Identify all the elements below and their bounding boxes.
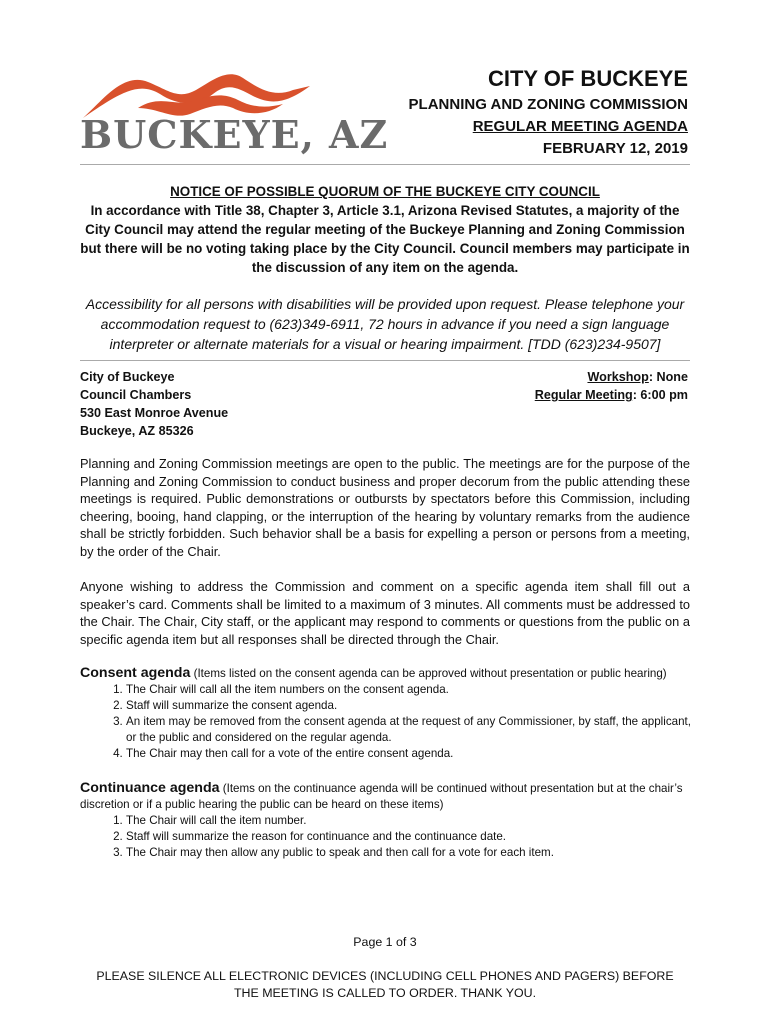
quorum-notice (80, 182, 690, 277)
list-item: 1. The Chair will call the item number. (126, 813, 695, 829)
address-line: 530 East Monroe Avenue (80, 406, 229, 420)
address-line: Buckeye, AZ 85326 (80, 424, 194, 438)
speaker-card-paragraph: Anyone wishing to address the Commission and comment on a specific agenda item shall fill out a speaker’s card. Comments shall be limited to a maximum of 3 minutes. All comments must be addressed to the Chair. The Chair, City staff, or the applicant may respond to comments or questions from the public on a specific agenda item but all responses shall be directed through the Chair. (80, 579, 690, 647)
public-decorum-paragraph: Planning and Zoning Commission meetings are open to the public. The meetings are for the purpose of the Planning and Zoning Commission to conduct business and proper decorum from the public attending these meetings is required. Public demonstrations or outbursts by spectators before this Commission, including cheering, booing, hand clapping, or the interruption of the hearing by voluntary remarks from the audience shall be strictly forbidden. Such behavior shall be a basis for expelling a person or persons from a meeting, by the order of the Chair. (80, 456, 690, 559)
continuance-agenda-section (80, 780, 695, 861)
accessibility-statement: Accessibility for all persons with disabilities will be provided upon request. Please telephone your accommodation request to (623)349-6911, 72 hours in advance if you need a sign language interpreter or alternate materials for a visual or hearing impairment. [TDD (623)234-9507] (85, 296, 685, 352)
notice-title: NOTICE OF POSSIBLE QUORUM OF THE BUCKEYE CITY COUNCIL (170, 184, 600, 199)
continuance-agenda-title: Continuance agenda (80, 780, 220, 796)
list-item: 2. Staff will summarize the consent agenda. (126, 698, 695, 714)
logo-text: BUCKEYE, AZ (80, 112, 389, 157)
workshop-label: Workshop (587, 370, 649, 384)
list-item: 3. An item may be removed from the consent agenda at the request of any Commissioner, by staff, the applicant, or the public and considered on the regular agenda. (126, 714, 695, 746)
city-title: CITY OF BUCKEYE (487, 66, 688, 91)
page-number: Page 1 of 3 (353, 935, 417, 949)
list-item: 2. Staff will summarize the reason for continuance and the continuance date. (126, 829, 695, 845)
consent-agenda-subtitle: (Items listed on the consent agenda can be approved without presentation or public hearing) (190, 667, 667, 680)
continuance-agenda-subtitle: (Items on the continuance agenda will be continued without presentation but at the chair’s discretion or if a public hearing the public can be heard on these items) (80, 782, 683, 811)
notice-body: In accordance with Title 38, Chapter 3, Article 3.1, Arizona Revised Statutes, a majority of the City Council may attend the regular meeting of the Buckeye Planning and Zoning Commission but there will be no voting taking place by the City Council. Council members may participate in the discussion of any item on the agenda. (80, 203, 690, 275)
list-item: 1. The Chair will call all the item numbers on the consent agenda. (126, 682, 695, 698)
regular-meeting-value: : 6:00 pm (632, 388, 688, 402)
consent-agenda-list (80, 682, 695, 762)
address-line: Council Chambers (80, 388, 192, 402)
commission-title: PLANNING AND ZONING COMMISSION (408, 96, 688, 113)
list-item: 4. The Chair may then call for a vote of the entire consent agenda. (126, 746, 695, 762)
header-divider (80, 164, 690, 165)
section-divider (80, 360, 690, 361)
consent-agenda-title: Consent agenda (80, 665, 191, 681)
consent-agenda-section (80, 665, 695, 762)
agenda-title: REGULAR MEETING AGENDA (472, 118, 688, 135)
regular-meeting-label: Regular Meeting (534, 388, 633, 402)
list-item: 3. The Chair may then allow any public to speak and then call for a vote for each item. (126, 845, 695, 861)
address-line: City of Buckeye (80, 370, 175, 384)
workshop-value: : None (648, 370, 688, 384)
footer-notice: PLEASE SILENCE ALL ELECTRONIC DEVICES (INCLUDING CELL PHONES AND PAGERS) BEFORE THE MEETING IS CALLED TO ORDER. THANK YOU. (96, 969, 674, 1000)
continuance-agenda-list (80, 813, 695, 861)
address-block (80, 368, 228, 440)
meeting-times (535, 368, 688, 404)
meeting-date: FEBRUARY 12, 2019 (542, 140, 688, 157)
